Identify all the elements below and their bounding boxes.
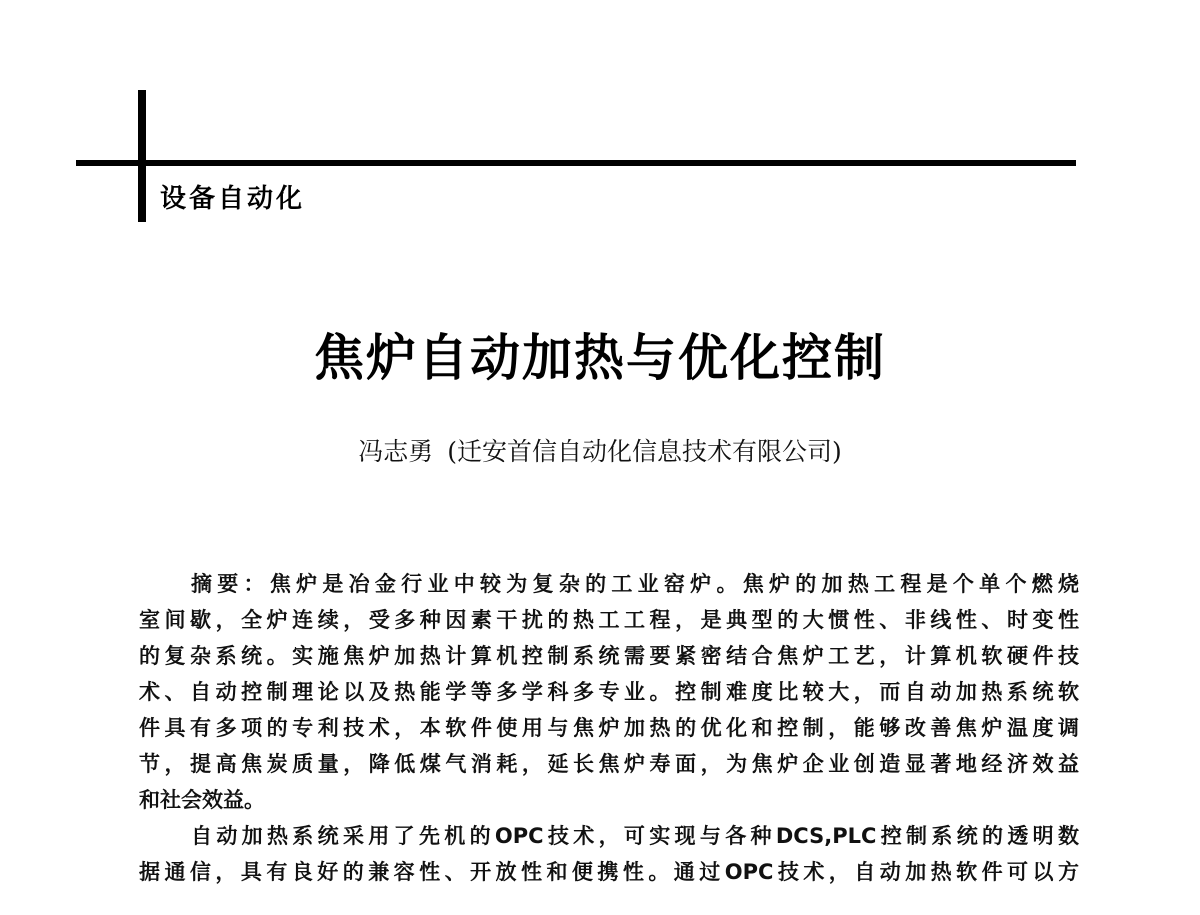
body-line: 的复杂系统。实施焦炉加热计算机控制系统需要紧密结合焦炉工艺，计算机软硬件技 [139,644,1079,668]
author-affiliation: (迁安首信自动化信息技术有限公司) [447,437,842,466]
section-label: 设备自动化 [160,184,306,214]
body-line: 和社会效益。 [139,788,265,812]
body-line: 自动加热系统采用了先机的OPC技术，可实现与各种DCS,PLC控制系统的透明数 [191,824,1079,848]
header-rule [76,160,1076,166]
abstract-body [139,566,1079,890]
body-line: 节，提高焦炭质量，降低煤气消耗，延长焦炉寿面，为焦炉企业创造显著地经济效益 [139,752,1079,776]
body-line: 件具有多项的专利技术，本软件使用与焦炉加热的优化和控制，能够改善焦炉温度调 [139,716,1079,740]
author-line [0,432,1200,468]
header-vertical-bar [138,90,146,222]
author-name: 冯志勇 [358,437,434,466]
body-line: 术、自动控制理论以及热能学等多学科多专业。控制难度比较大，而自动加热系统软 [139,680,1079,704]
body-line: 室间歇，全炉连续，受多种因素干扰的热工工程，是典型的大惯性、非线性、时变性 [139,608,1079,632]
body-line: 摘要：焦炉是冶金行业中较为复杂的工业窑炉。焦炉的加热工程是个单个燃烧 [191,572,1079,596]
article-title: 焦炉自动加热与优化控制 [314,328,886,387]
body-line: 据通信，具有良好的兼容性、开放性和便携性。通过OPC技术，自动加热软件可以方 [139,860,1079,884]
